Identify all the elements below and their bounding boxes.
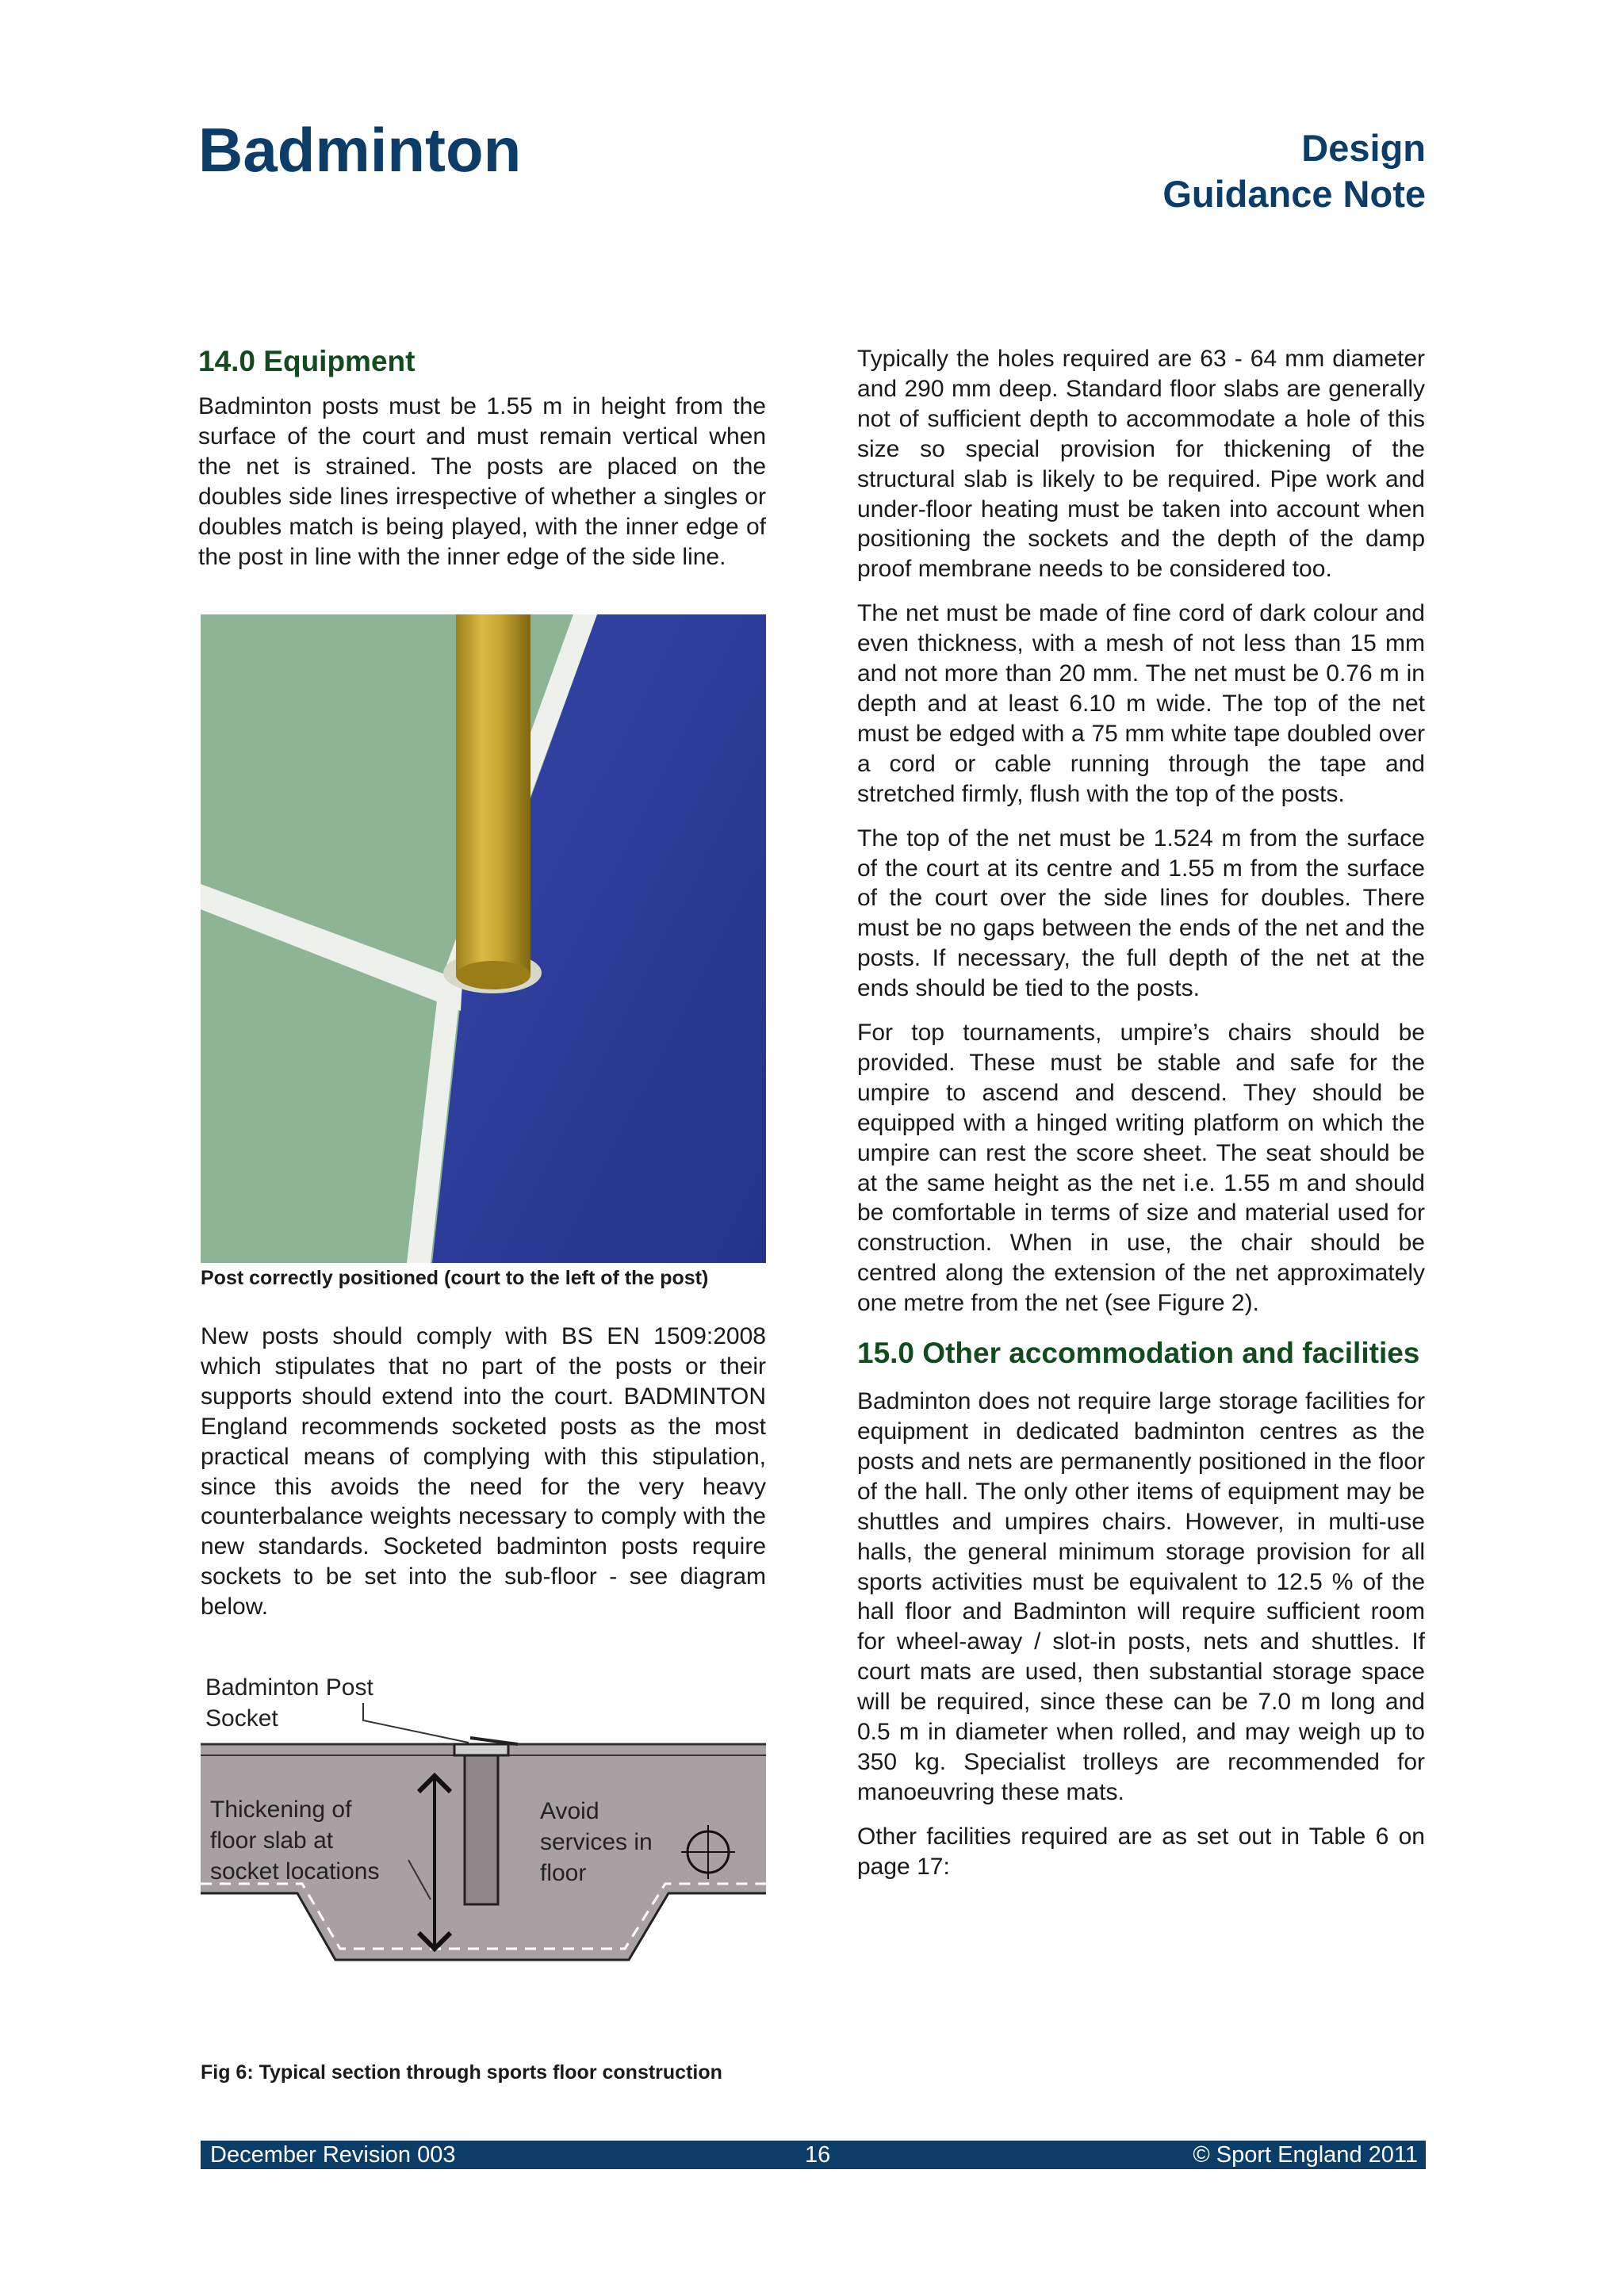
document-type — [1162, 125, 1426, 217]
equipment-paragraph-1: Badminton posts must be 1.55 m in height from the surface of the court and must remain vertical when the net is strained. The posts are placed on the doubles side lines irrespective of whether a singles or doubles match is being played, with the inner edge of the post in line with the inner edge of the side line. — [198, 393, 766, 570]
post-photo-illustration — [201, 614, 766, 1263]
post-photo — [201, 614, 766, 1263]
footer-revision: December Revision 003 — [210, 2142, 456, 2168]
other-facilities-paragraph: Other facilities required are as set out in Table 6 on page 17: — [857, 1823, 1425, 1880]
floor-section-svg — [201, 1665, 766, 2022]
avoid-label-line-2: services in — [540, 1829, 653, 1855]
socket-cap — [454, 1744, 508, 1755]
socket-tube — [465, 1754, 498, 1904]
badminton-post — [456, 614, 530, 975]
left-column-lower — [201, 1322, 766, 1622]
socket-leader-line — [363, 1703, 469, 1743]
equipment-paragraph-2: New posts should comply with BS EN 1509:2008 which stipulates that no part of the posts or their supports should extend into the court. BADMINTON England recommends socketed posts as the most practical means of complying with this stipulation, since this avoids the need for the very heavy counterbalance weights necessary to comply with the new standards. Socketed badminton posts require sockets to be set into the sub-floor - see diagram below. — [201, 1323, 766, 1621]
page-title: Badminton — [198, 115, 522, 185]
floor-section-diagram — [201, 1665, 766, 2022]
socket-label-line-2: Socket — [205, 1705, 278, 1732]
thickening-label-line-1: Thickening of — [210, 1797, 352, 1823]
footer-copyright: © Sport England 2011 — [1193, 2142, 1418, 2168]
right-column — [857, 344, 1425, 1882]
footer-page-number: 16 — [805, 2142, 831, 2168]
sockets-paragraph: Typically the holes required are 63 - 64 mm diameter and 290 mm deep. Standard floor slabs are generally not of sufficient depth to accommodate a hole of this size so special provision for thickening of the structural slab is likely to be required. Pipe work and under-floor heating must be taken into account when positioning the sockets and the depth of the damp proof membrane needs to be considered too. — [857, 346, 1425, 583]
thickening-label-line-3: socket locations — [210, 1858, 380, 1885]
figure-caption: Fig 6: Typical section through sports floor construction — [201, 2061, 722, 2084]
thickening-label-line-2: floor slab at — [210, 1827, 334, 1854]
net-height-paragraph: The top of the net must be 1.524 m from the surface of the court at its centre and 1.55 m from the surface of the court over the side lines for doubles. There must be no gaps between the ends of the net and the posts. If necessary, the full depth of the net at the ends should be tied to the posts. — [857, 825, 1425, 1002]
storage-paragraph: Badminton does not require large storage facilities for equipment in dedicated badminton centres as the posts and nets are permanently positioned in the floor of the hall. The only other items of equipment may be shuttles and umpires chairs. However, in multi-use halls, the general minimum storage provision for all sports activities must be equivalent to 12.5 % of the hall floor and Badminton will require sufficient room for wheel-away / slot-in posts, nets and shuttles. If court mats are used, then substantial storage space will be required, since these can be 7.0 m long and 0.5 m in diameter when rolled, and may weigh up to 350 kg. Specialist trolleys are recommended for manoeuvring these mats. — [857, 1388, 1425, 1805]
document-type-line-1: Design — [1301, 127, 1426, 169]
post-base — [456, 961, 530, 989]
net-paragraph: The net must be made of fine cord of dark colour and even thickness, with a mesh of not less than 15 mm and not more than 20 mm. The net must be 0.76 m in depth and at least 6.10 m wide. The top of the net must be edged with a 75 mm white tape doubled over a cord or cable running through the tape and stretched firmly, flush with the top of the posts. — [857, 600, 1425, 807]
socket-label-line-1: Badminton Post — [205, 1674, 373, 1701]
section-heading-facilities: 15.0 Other accommodation and facilities — [857, 1337, 1420, 1370]
page-footer — [201, 2141, 1426, 2169]
photo-caption: Post correctly positioned (court to the left of the post) — [201, 1267, 709, 1289]
left-column — [198, 342, 766, 572]
document-type-line-2: Guidance Note — [1162, 173, 1426, 215]
avoid-label-line-1: Avoid — [540, 1798, 599, 1824]
avoid-label-line-3: floor — [540, 1860, 587, 1886]
umpire-chairs-paragraph: For top tournaments, umpire’s chairs should be provided. These must be stable and safe for the umpire to ascend and descend. They should be equipped with a hinged writing platform on which the umpire can rest the score sheet. The seat should be at the same height as the net i.e. 1.55 m and should be comfortable in terms of size and material used for construction. When in use, the chair should be centred along the extension of the net approximately one metre from the net (see Figure 2). — [857, 1020, 1425, 1317]
section-heading-equipment: 14.0 Equipment — [198, 345, 416, 377]
